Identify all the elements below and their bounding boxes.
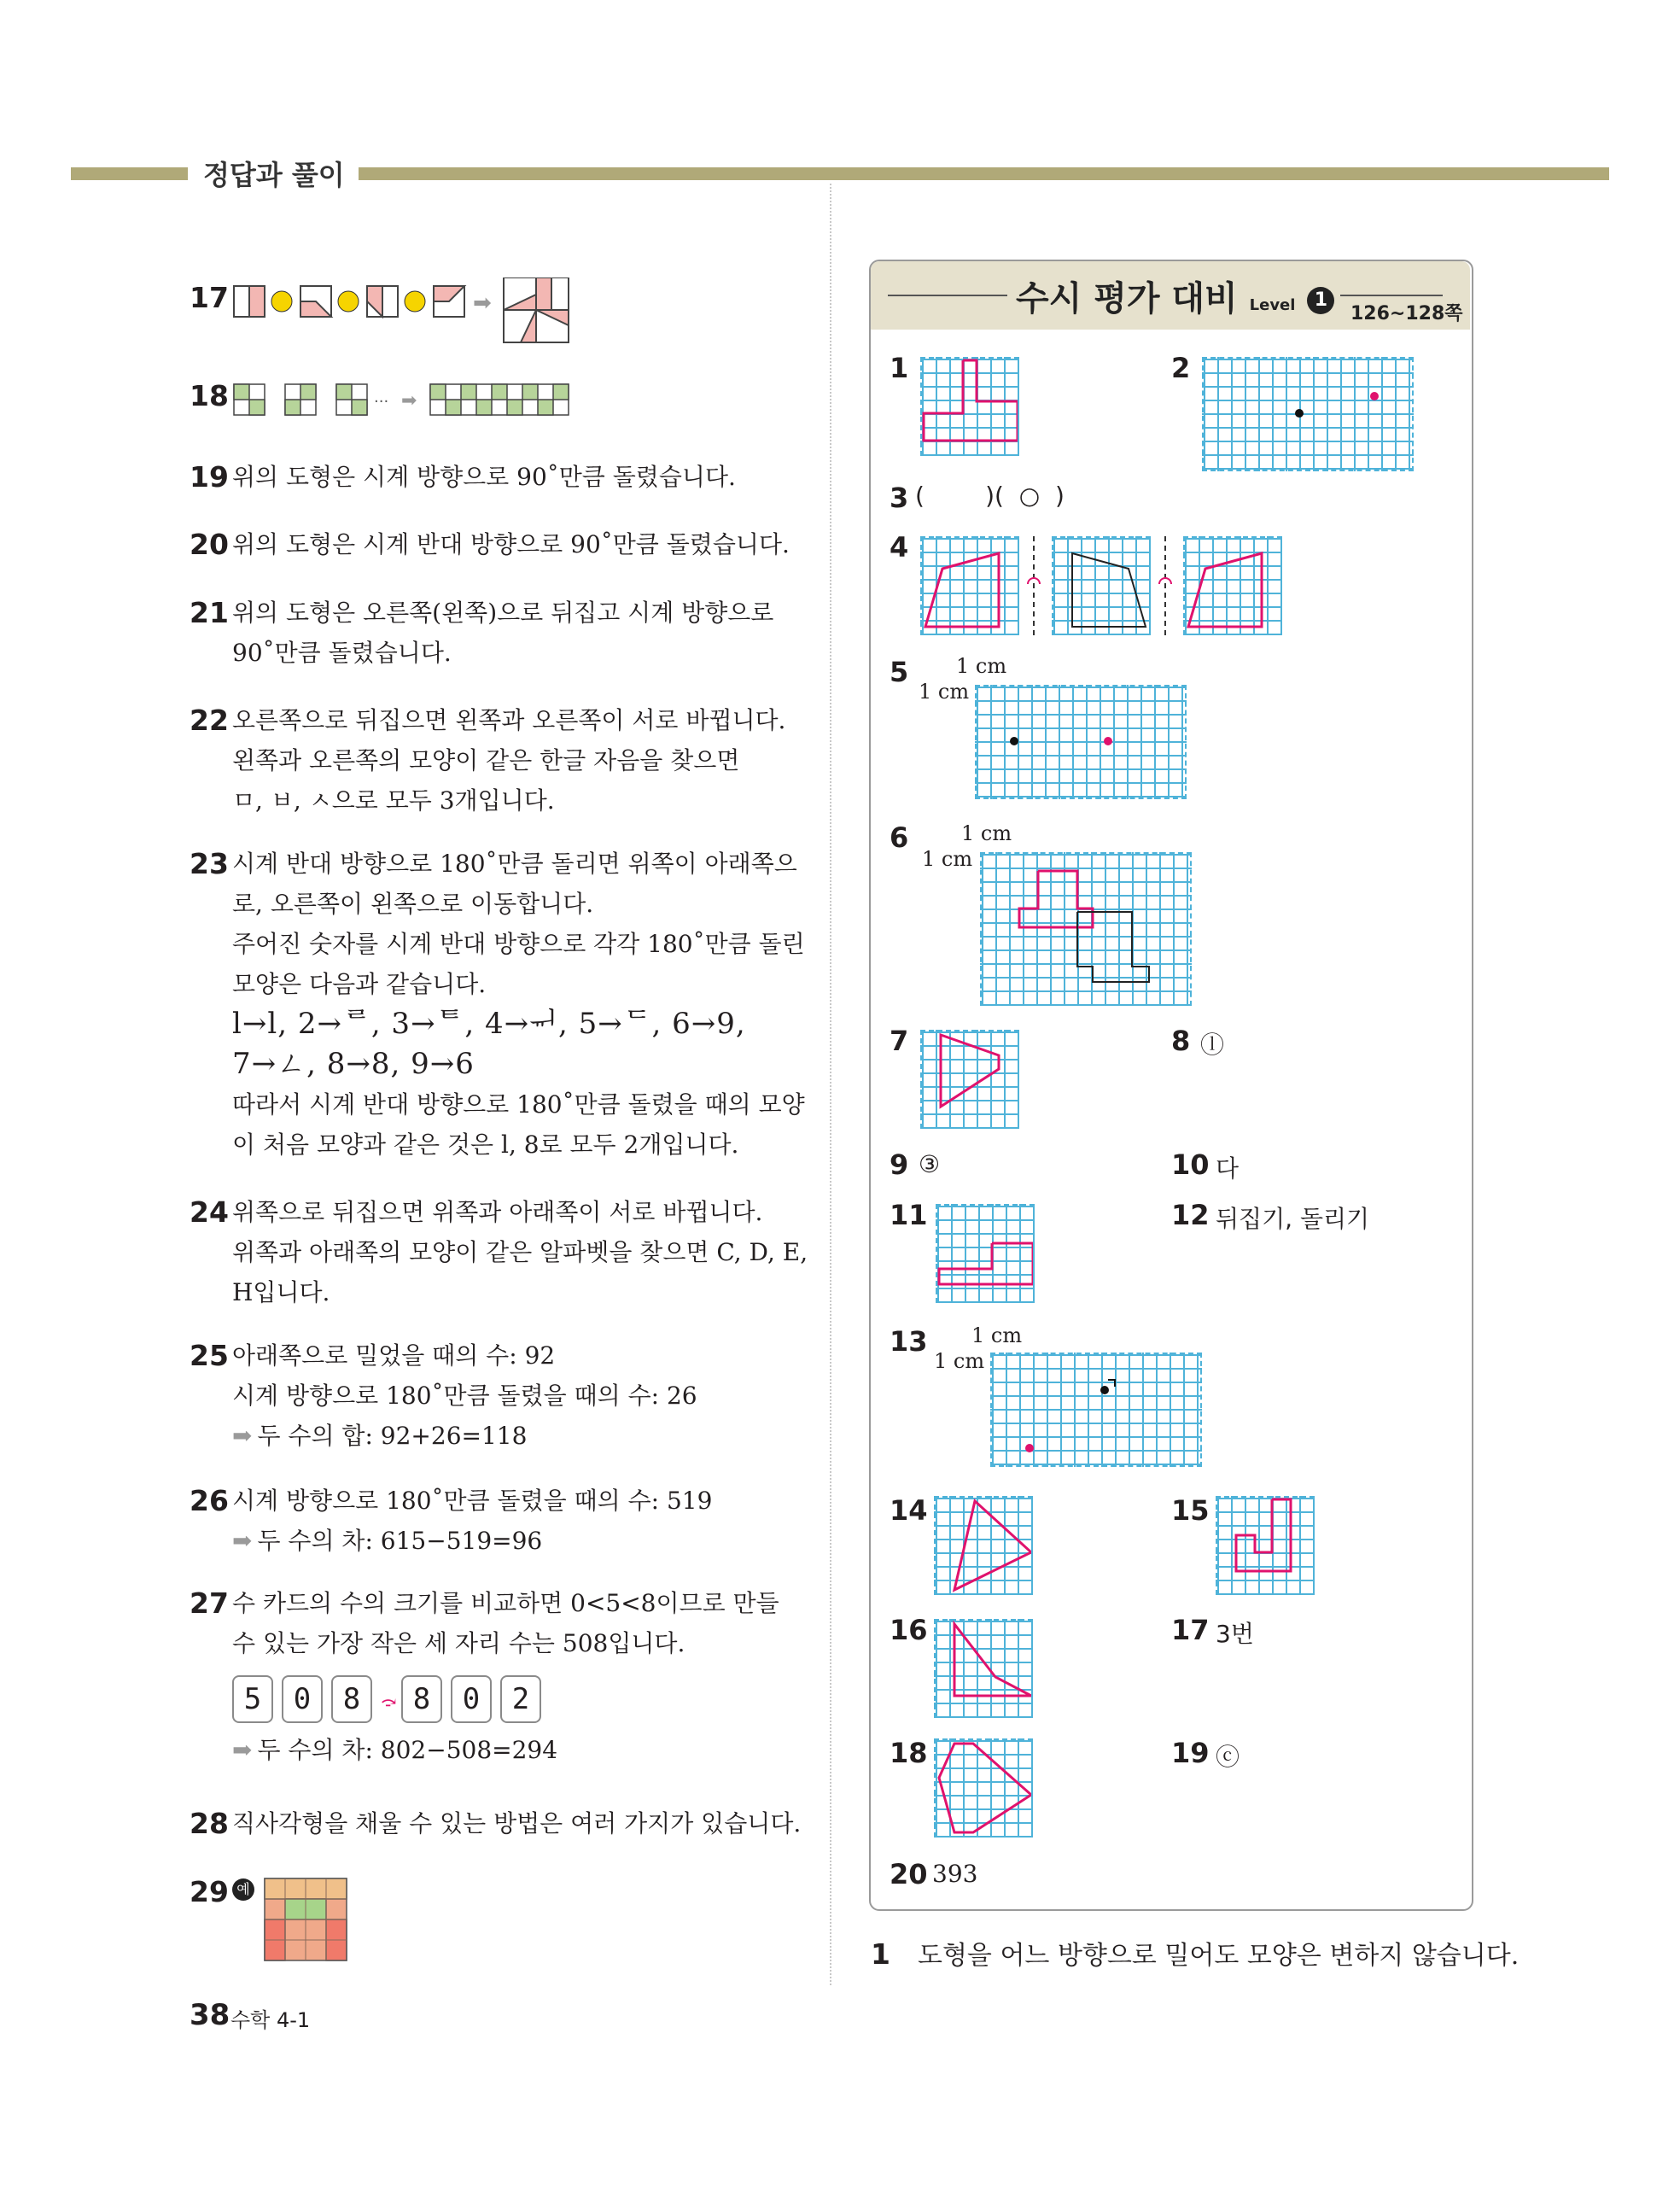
item-answer: 3번 [1216, 1620, 1254, 1648]
answer-line: 위쪽으로 뒤집으면 위쪽과 아래쪽이 서로 바뀝니다. [232, 1198, 763, 1226]
answer-line: 주어진 숫자를 시계 반대 방향으로 각각 180˚만큼 돌린 [232, 930, 805, 958]
panel-header-line-right [1340, 295, 1443, 296]
panel-title-text: 수시 평가 대비 [1016, 279, 1238, 318]
answer-line: 시계 반대 방향으로 180˚만큼 돌리면 위쪽이 아래쪽으 [232, 850, 797, 878]
item-answer: ⓛ [1200, 1031, 1225, 1059]
panel-page-range: 126~128쪽 [1350, 303, 1463, 324]
header-bar-right [359, 167, 1609, 180]
scale-label: 1 cm [956, 654, 1007, 678]
answer-line: 위쪽과 아래쪽의 모양이 같은 알파벳을 찾으면 C, D, E, [232, 1238, 808, 1266]
question-25 [190, 1335, 697, 1456]
item-number: 10 [1171, 1148, 1210, 1181]
item-number: 17 [1171, 1614, 1210, 1646]
item-number: 11 [890, 1199, 928, 1231]
item-number: 1 [890, 352, 909, 384]
result-arrow-icon: ➡ [232, 1527, 253, 1555]
number-cards-row [232, 1675, 779, 1723]
answer-grid-7 [920, 1030, 1019, 1129]
answer-grid-11 [936, 1204, 1035, 1303]
number-card: 2 [500, 1675, 541, 1723]
svg-text:➡: ➡ [473, 290, 492, 316]
answer-line: 이 처음 모양과 같은 것은 l, 8로 모두 2개입니다. [232, 1131, 739, 1159]
question-number: 25 [190, 1339, 229, 1372]
scale-label: 1 cm [919, 680, 970, 704]
panel-header-line-left [888, 295, 1007, 296]
answer-grid-13 [990, 1353, 1202, 1467]
question-number: 18 [190, 379, 229, 412]
question-number: 26 [190, 1484, 229, 1517]
result-arrow-icon: ➡ [232, 1736, 253, 1764]
svg-text:···: ··· [374, 393, 389, 411]
answer-grid-4c [1183, 536, 1282, 635]
question-23 [190, 844, 805, 1165]
page-header-title: 정답과 풀이 [203, 159, 345, 191]
scale-label: 1 cm [934, 1349, 985, 1373]
answer-grid-4b [1052, 536, 1151, 635]
item-number: 4 [890, 531, 909, 564]
question-number: 22 [190, 704, 229, 737]
answer-line: 위의 도형은 오른쪽(왼쪽)으로 뒤집고 시계 방향으로 [232, 599, 774, 627]
answer-grid-16 [934, 1619, 1033, 1718]
item-number: 12 [1171, 1199, 1210, 1231]
svg-text:➡: ➡ [401, 390, 417, 412]
answer-grid-1 [920, 357, 1019, 456]
result-line: 두 수의 차: 615−519=96 [257, 1527, 543, 1555]
number-card: 8 [401, 1675, 442, 1723]
item-number: 13 [890, 1325, 928, 1358]
answer-grid-2 [1202, 357, 1414, 471]
answer-line: 오른쪽으로 뒤집으면 왼쪽과 오른쪽이 서로 바뀝니다. [232, 706, 786, 734]
page-number: 38 [190, 1998, 230, 2032]
rotated-digits-row-1: l→l, 2→ᄅ, 3→ᄐ, 4→ᆔ, 5→ᄃ, 6→9, [232, 1007, 746, 1041]
item-number: 6 [890, 821, 909, 854]
question-17 [190, 278, 625, 366]
answer-line: 따라서 시계 반대 방향으로 180˚만큼 돌렸을 때의 모양 [232, 1090, 805, 1119]
answer-line: 90˚만큼 돌렸습니다. [232, 639, 452, 667]
item-number: 9 [890, 1148, 909, 1181]
panel-title [1016, 272, 1334, 320]
item-answer: ⓒ [1216, 1743, 1240, 1771]
question-number: 29 [190, 1875, 229, 1908]
question-21 [190, 593, 773, 673]
answer-line: 위의 도형은 시계 반대 방향으로 90˚만큼 돌렸습니다. [232, 530, 790, 558]
level-label: Level [1249, 296, 1296, 314]
question-22 [190, 700, 785, 821]
answer-grid-15 [1216, 1496, 1315, 1595]
item-number: 16 [890, 1614, 928, 1646]
flip-axis-icon [1023, 536, 1045, 635]
item-number: 14 [890, 1494, 928, 1527]
question-18 [190, 376, 642, 430]
question-24 [190, 1192, 808, 1312]
answer-line: 수 카드의 수의 크기를 비교하면 0<5<8이므로 만들 [232, 1589, 779, 1617]
item-answer: ③ [919, 1150, 941, 1178]
item-number: 5 [890, 656, 909, 688]
result-line: 두 수의 합: 92+26=118 [257, 1422, 528, 1450]
subject-label: 수학 4-1 [230, 2008, 311, 2032]
answer-grid-4a [920, 536, 1019, 635]
answer-line: H입니다. [232, 1278, 330, 1306]
answer-line: 위의 도형은 시계 방향으로 90˚만큼 돌렸습니다. [232, 463, 736, 491]
question-number: 20 [190, 528, 229, 561]
answer-grid-5 [975, 685, 1187, 799]
question-27 [190, 1583, 779, 1770]
question-26 [190, 1481, 712, 1561]
answer-line: 수 있는 가장 작은 세 자리 수는 508입니다. [232, 1629, 685, 1657]
question-number: 28 [190, 1807, 229, 1840]
column-divider [830, 184, 831, 1985]
pinwheel-rotation-figure [232, 278, 625, 354]
answer-grid-6 [980, 852, 1192, 1006]
item-number: 2 [1171, 352, 1191, 384]
question-number: 23 [190, 847, 229, 880]
question-number: 24 [190, 1195, 229, 1229]
answer-line: 모양은 다음과 같습니다. [232, 970, 487, 998]
scale-label: 1 cm [922, 847, 973, 871]
scale-label: 1 cm [971, 1323, 1023, 1347]
example-badge: 예 [232, 1878, 254, 1901]
answer-grid-18 [934, 1738, 1033, 1838]
item-number: 7 [890, 1025, 909, 1057]
number-card: 8 [331, 1675, 372, 1723]
answer-line: 아래쪽으로 밀었을 때의 수: 92 [232, 1341, 556, 1370]
answer-grid-14 [934, 1496, 1033, 1595]
result-arrow-icon: ➡ [232, 1422, 253, 1450]
question-number: 21 [190, 596, 229, 629]
item-answer: 다 [1216, 1154, 1240, 1183]
explanation-text: 도형을 어느 방향으로 밀어도 모양은 변하지 않습니다. [917, 1941, 1520, 1971]
question-19 [190, 457, 736, 497]
item-number: 19 [1171, 1737, 1210, 1769]
answer-line: 시계 방향으로 180˚만큼 돌렸을 때의 수: 26 [232, 1382, 697, 1410]
item-number: 18 [890, 1737, 928, 1769]
item-answer: 뒤집기, 돌리기 [1216, 1205, 1370, 1233]
item-number: 8 [1171, 1025, 1191, 1057]
result-line: 두 수의 차: 802−508=294 [257, 1736, 558, 1764]
item-number: 15 [1171, 1494, 1210, 1527]
answer-line: 직사각형을 채울 수 있는 방법은 여러 가지가 있습니다. [232, 1809, 802, 1838]
number-card: 0 [282, 1675, 323, 1723]
answer-line: 로, 오른쪽이 왼쪽으로 이동합니다. [232, 890, 594, 918]
answer-line: 시계 방향으로 180˚만큼 돌렸을 때의 수: 519 [232, 1487, 713, 1515]
question-number: 17 [190, 281, 229, 314]
item-answer: ( )( ○ ) [915, 482, 1065, 510]
number-card: 5 [232, 1675, 273, 1723]
item-answer: 393 [932, 1860, 978, 1888]
level-number-badge: 1 [1307, 287, 1334, 314]
number-card: 0 [451, 1675, 492, 1723]
flip-axis-icon [1154, 536, 1176, 635]
rotated-digits-row-2: 7→ㄥ, 8→8, 9→6 [232, 1047, 475, 1081]
item-number: 20 [890, 1858, 928, 1890]
flip-pattern-figure [232, 376, 642, 418]
scale-label: 1 cm [961, 821, 1012, 845]
question-number: 27 [190, 1586, 229, 1620]
question-20 [190, 524, 790, 564]
header-bar-left [71, 167, 188, 180]
answer-line: 왼쪽과 오른쪽의 모양이 같은 한글 자음을 찾으면 [232, 746, 740, 774]
explanation-number: 1 [871, 1937, 890, 1971]
answer-line: ㅁ, ㅂ, ㅅ으로 모두 3개입니다. [232, 786, 555, 815]
item-number: 3 [890, 482, 909, 514]
tiling-example-figure [263, 1877, 357, 1971]
flip-axis-icon: ⤼ [381, 1691, 397, 1713]
question-number: 19 [190, 460, 229, 494]
question-28 [190, 1803, 801, 1843]
explanation-note [871, 1934, 1519, 1972]
